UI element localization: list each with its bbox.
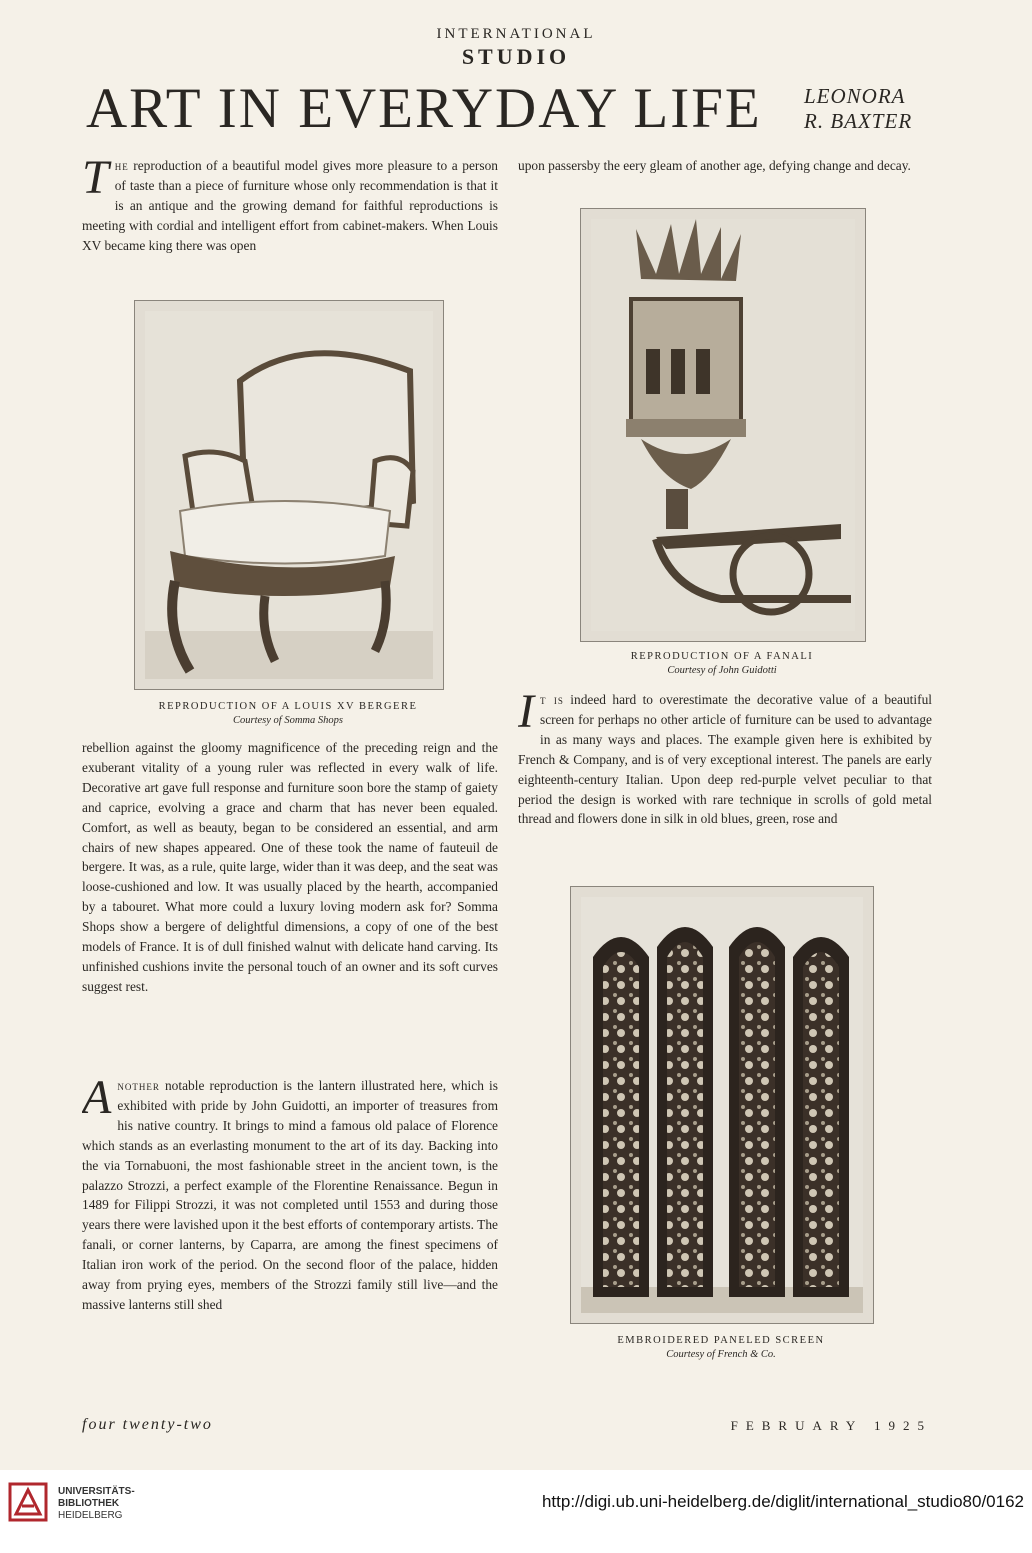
library-line1: UNIVERSITÄTS- <box>58 1486 135 1497</box>
left-paragraph-1 <box>82 156 498 256</box>
author-last: R. BAXTER <box>804 109 913 134</box>
right-paragraph-1: upon passersby the eery gleam of another age, defying change and decay. <box>518 158 911 173</box>
library-line3: HEIDELBERG <box>58 1510 123 1521</box>
fanali-figure <box>580 208 866 642</box>
masthead-line1: INTERNATIONAL <box>436 26 596 42</box>
lantern-illustration <box>591 219 855 631</box>
fanali-caption: REPRODUCTION OF A FANALI <box>630 651 814 662</box>
bergere-credit: Courtesy of Somma Shops <box>233 715 343 726</box>
lead-word: t is <box>539 692 564 707</box>
left-paragraph-2: rebellion against the gloomy magnificence of the preceding reign and the exuberant vitality of a young ruler was reflected in every walk of life. Decorative art gave full response and furniture soon bore the stamp of gaiety and caprice, evolving a grace and charm that has never been equaled. Comfort, as well as beauty, began to be considered an essential, and arm chairs of new shapes appeared. One of these took the name of fauteuil de bergere. It was, as a rule, quite large, wider than it was deep, and the seat was loose-cushioned and low. It was usually placed by the hearth, accompanied by a tabouret. What more could a luxury loving modern ask for? Somma Shops show a bergere of delightful dimensions, a copy of one of the best models of France. It is of dull finished walnut with delicate hand carving. Its unfinished cushions invite the personal touch of an owner and its soft curves suggest rest. <box>82 740 498 994</box>
lead-word: he <box>114 158 129 173</box>
article-author <box>804 84 912 134</box>
page-folio: four twenty-two <box>82 1416 213 1433</box>
left-bottom-block <box>82 1076 498 1376</box>
armchair-illustration <box>145 311 433 679</box>
bergere-figure <box>134 300 444 690</box>
left-middle-block <box>82 738 498 1056</box>
right-middle-block <box>518 690 932 862</box>
folding-screen-illustration <box>581 897 863 1313</box>
author-first: LEONORA <box>804 84 906 108</box>
masthead-line2: STUDIO <box>461 44 571 69</box>
library-logo-icon[interactable] <box>8 1482 48 1522</box>
dropcap: I <box>518 690 534 738</box>
library-name[interactable] <box>58 1486 135 1522</box>
paragraph-text: notable reproduction is the lantern illustrated here, which is exhibited with pride by John Guidotti, an importer of treasures from his native country. It brings to mind a famous old palace of Florence which stands as an everlasting monument to the art of its day. Backing into the via Tornabuoni, the most fashionable street in the ancient town, is the palazzo Strozzi, a perfect example of the Florentine Renaissance. Begun in 1489 for Filippi Strozzi, it was not completed until 1553 and during those years there were lavished upon it the best efforts of contemporary artists. The fanali, or corner lanterns, by Caparra, are among the finest specimens of Italian iron work of the period. On the second floor of the palace, hidden away from prying eyes, members of the Strozzi family still live—and the massive lanterns still shed <box>82 1078 498 1312</box>
source-url-link[interactable]: http://digi.ub.uni-heidelberg.de/diglit/international_studio80/0162 <box>541 1492 1024 1511</box>
paragraph-text: indeed hard to overestimate the decorative value of a beautiful screen for perhaps no other article of furniture can be used to advantage in as many ways and places. The example given here is exhibited by French & Company, and is of very exceptional interest. The panels are early eighteenth-century Italian. Upon deep red-purple velvet peculiar to that period the design is worked with rare technique in scrolls of gold metal thread and flowers done in silk in old blues, green, rose and <box>518 692 932 827</box>
left-paragraph-3 <box>82 1076 498 1315</box>
library-footer <box>0 1470 1032 1553</box>
article-title: ART IN EVERYDAY LIFE <box>86 77 762 140</box>
library-line2: BIBLIOTHEK <box>58 1498 120 1509</box>
screen-caption: EMBROIDERED PANELED SCREEN <box>617 1335 825 1346</box>
screen-photo <box>581 897 863 1313</box>
dropcap: T <box>82 156 109 204</box>
fanali-credit: Courtesy of John Guidotti <box>667 665 777 676</box>
bergere-caption: REPRODUCTION OF A LOUIS XV BERGERE <box>158 701 418 712</box>
lead-word: nother <box>117 1078 160 1093</box>
right-intro-block <box>518 156 932 198</box>
issue-date: FEBRUARY 1925 <box>730 1418 932 1433</box>
paragraph-text: reproduction of a beautiful model gives more pleasure to a person of taste than a piece of furniture whose only recommendation is that it is an antique and the growing demand for faithful reproductions is meeting with cordial and intelligent effort from cabinet-makers. When Louis XV became king there was open <box>82 158 498 253</box>
fanali-photo <box>591 219 855 631</box>
bergere-photo <box>145 311 433 679</box>
dropcap: A <box>82 1076 112 1124</box>
screen-credit: Courtesy of French & Co. <box>666 1349 776 1360</box>
right-paragraph-2 <box>518 690 932 829</box>
screen-figure <box>570 886 874 1324</box>
left-intro-block <box>82 156 498 274</box>
